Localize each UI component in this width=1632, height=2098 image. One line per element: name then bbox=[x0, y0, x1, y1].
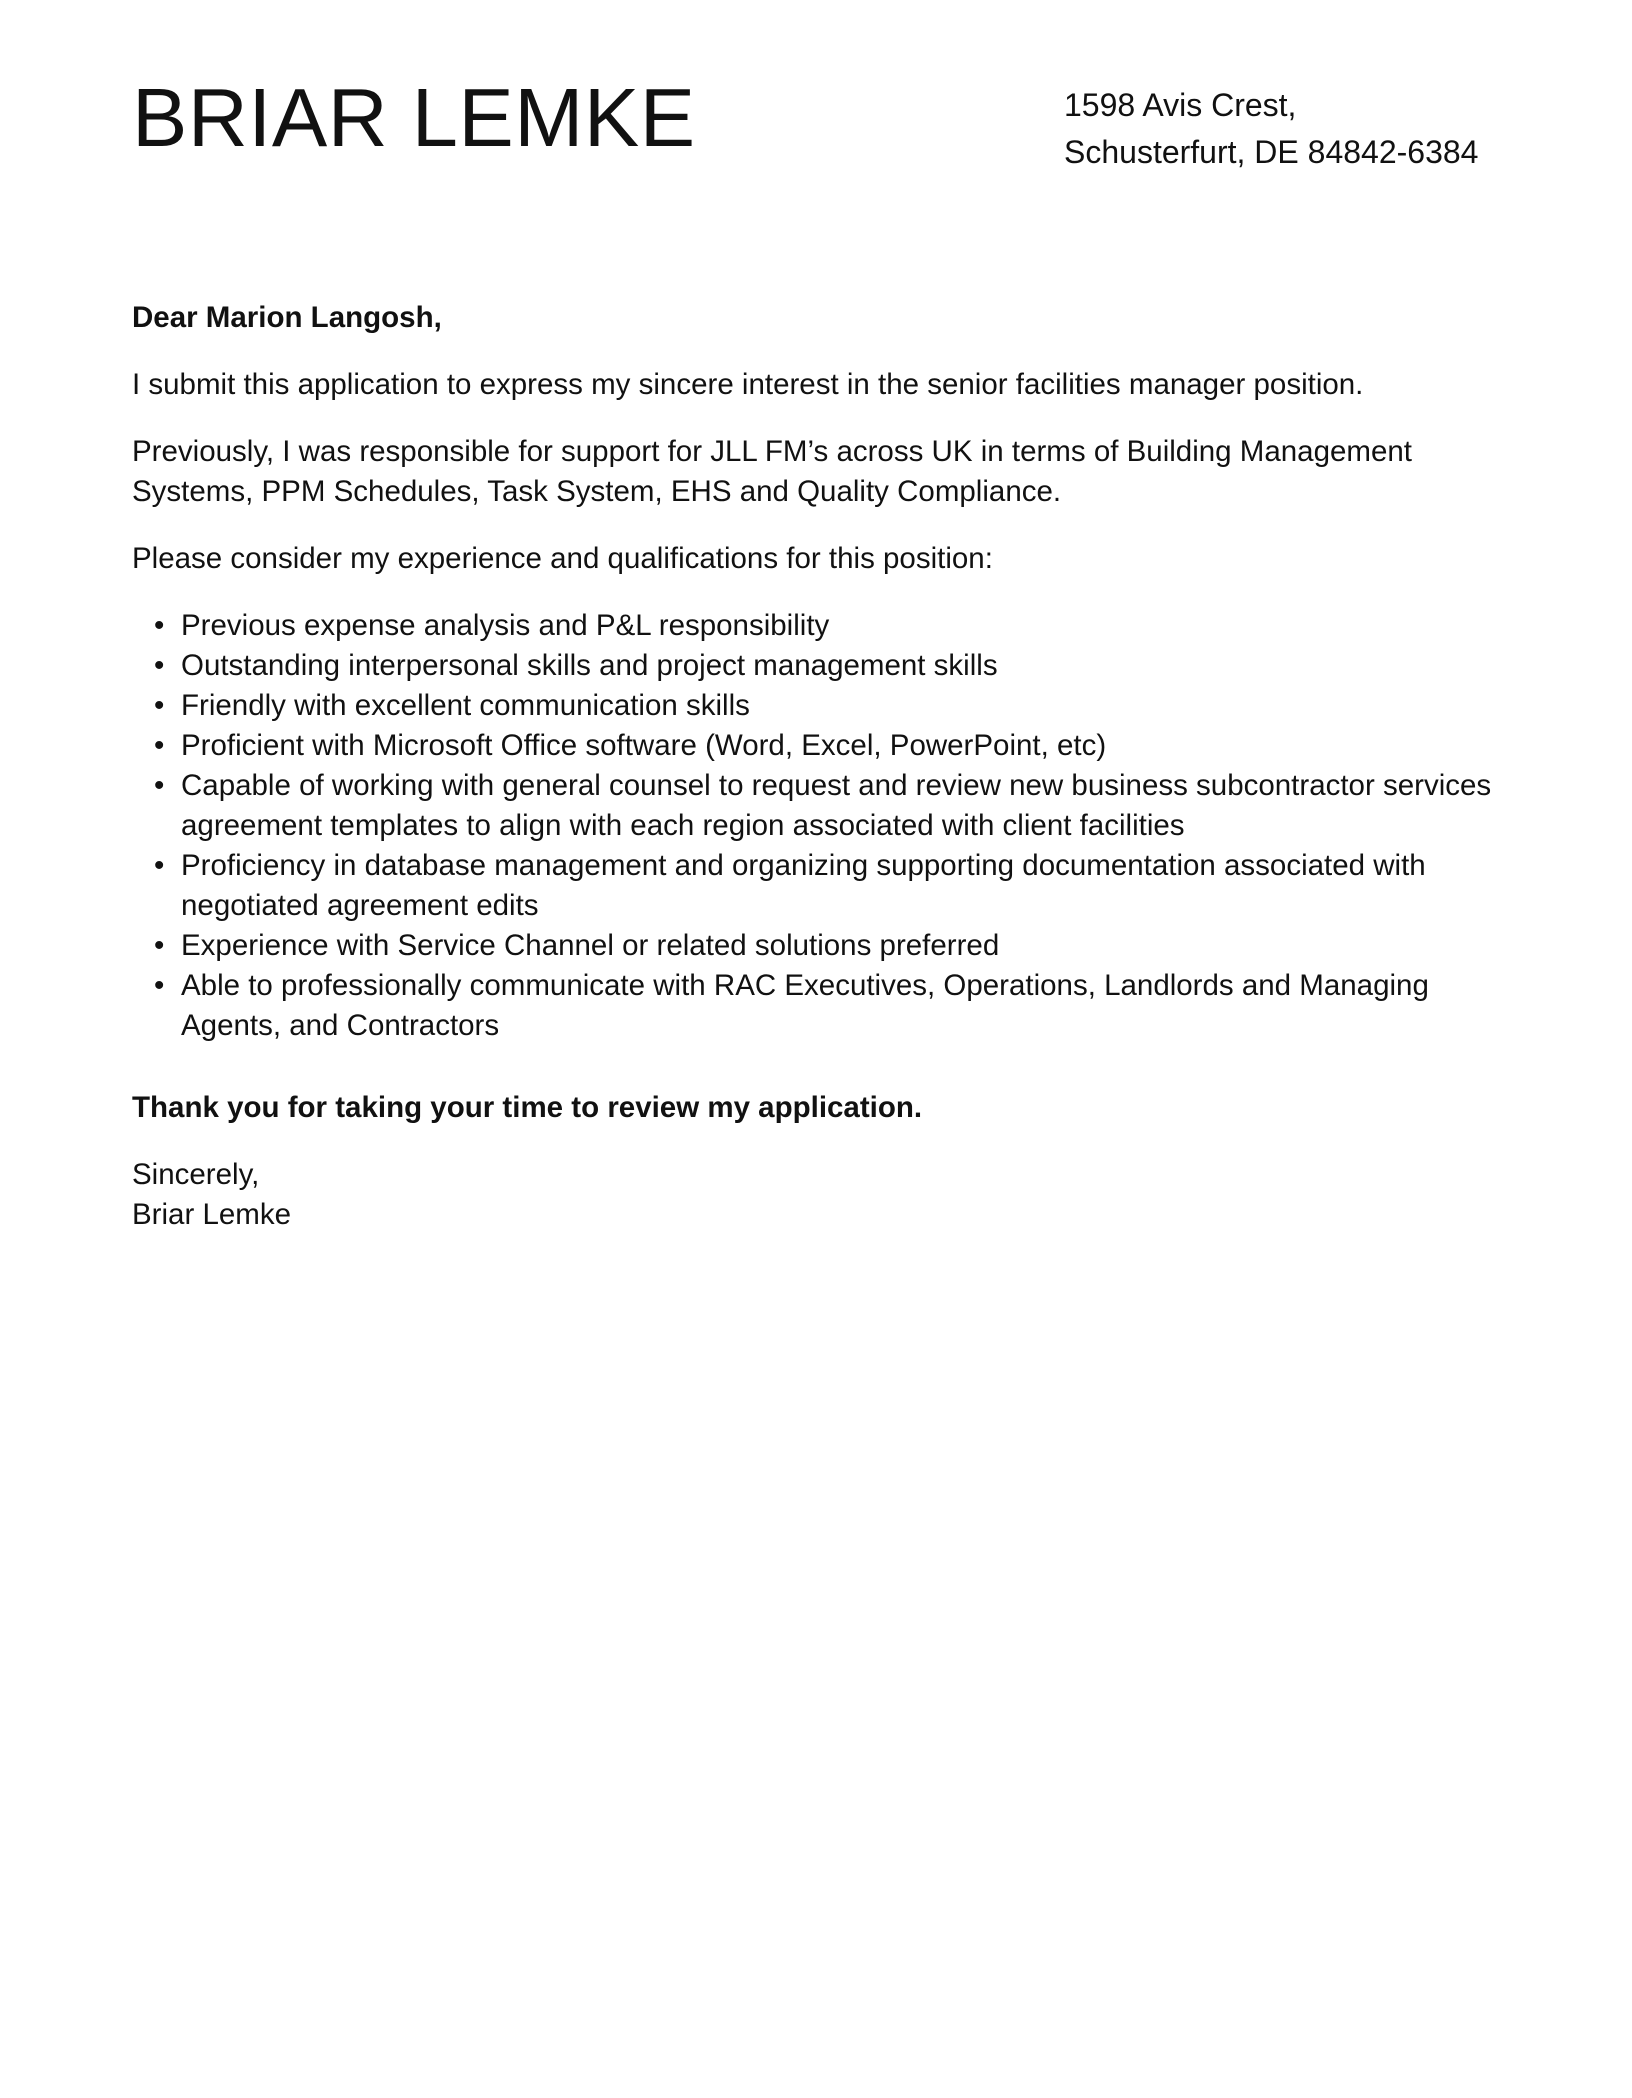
list-item bbox=[132, 766, 1512, 846]
greeting: Dear Marion Langosh, bbox=[132, 301, 442, 334]
lead-in-paragraph: Please consider my experience and qualifications for this position: bbox=[132, 542, 993, 575]
experience-paragraph: Previously, I was responsible for support for JLL FM’s across UK in terms of Building Management Systems, PPM Schedules, Task System, EHS and Quality Compliance. bbox=[132, 435, 1412, 508]
list-item-text: Friendly with excellent communication skills bbox=[181, 689, 750, 722]
list-item-text: Able to professionally communicate with RAC Executives, Operations, Landlords and Managing Agents, and Contractors bbox=[181, 969, 1429, 1042]
signoff-block bbox=[132, 1155, 1512, 1235]
address-city: Schusterfurt, DE 84842-6384 bbox=[1064, 134, 1479, 170]
signature-name: Briar Lemke bbox=[132, 1198, 292, 1231]
bullet-icon: • bbox=[154, 769, 165, 802]
list-item-text: Proficiency in database management and organizing supporting documentation associated with negotiated agreement edits bbox=[181, 849, 1426, 922]
list-item bbox=[132, 606, 1512, 646]
bullet-icon: • bbox=[154, 849, 165, 882]
bullet-icon: • bbox=[154, 609, 165, 642]
list-item bbox=[132, 646, 1512, 686]
list-item bbox=[132, 926, 1512, 966]
bullet-icon: • bbox=[154, 969, 165, 1002]
address-block bbox=[1064, 82, 1478, 176]
bullet-icon: • bbox=[154, 729, 165, 762]
letter-body bbox=[132, 298, 1512, 1235]
bullet-icon: • bbox=[154, 929, 165, 962]
list-item-text: Previous expense analysis and P&L responsibility bbox=[181, 609, 830, 642]
list-item-text: Capable of working with general counsel to request and review new business subcontractor services agreement templates to align with each region associated with client facilities bbox=[181, 769, 1492, 842]
intro-paragraph: I submit this application to express my sincere interest in the senior facilities manager position. bbox=[132, 368, 1364, 401]
thanks-paragraph: Thank you for taking your time to review my application. bbox=[132, 1091, 923, 1124]
list-item bbox=[132, 966, 1512, 1046]
applicant-name: BRIAR LEMKE bbox=[132, 71, 696, 164]
bullet-icon: • bbox=[154, 649, 165, 682]
qualifications-list bbox=[132, 606, 1512, 1046]
list-item bbox=[132, 846, 1512, 926]
list-item bbox=[132, 726, 1512, 766]
list-item bbox=[132, 686, 1512, 726]
address-street: 1598 Avis Crest, bbox=[1064, 87, 1297, 123]
bullet-icon: • bbox=[154, 689, 165, 722]
closing: Sincerely, bbox=[132, 1158, 260, 1191]
list-item-text: Outstanding interpersonal skills and project management skills bbox=[181, 649, 998, 682]
list-item-text: Experience with Service Channel or related solutions preferred bbox=[181, 929, 1000, 962]
list-item-text: Proficient with Microsoft Office software (Word, Excel, PowerPoint, etc) bbox=[181, 729, 1107, 762]
